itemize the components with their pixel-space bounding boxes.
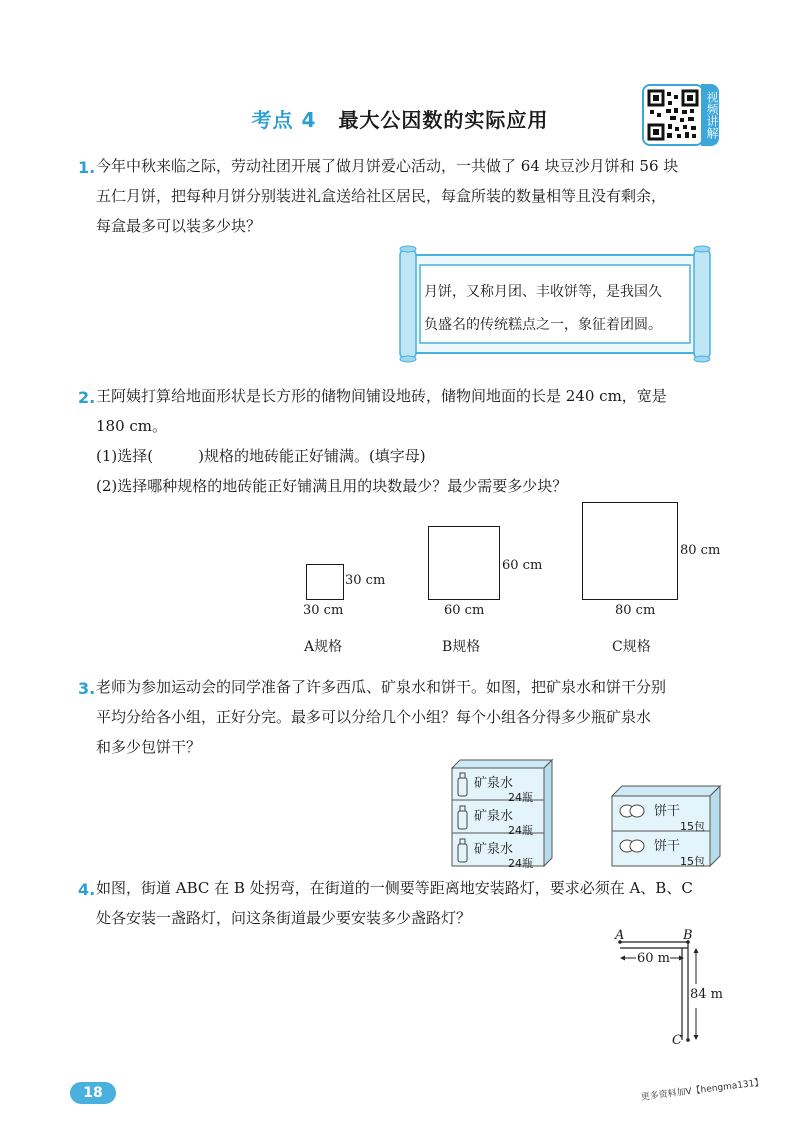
mooncake-note-text xyxy=(424,276,694,342)
water-box-3-count: 24瓶 xyxy=(508,857,533,870)
tile-a-square xyxy=(306,564,344,600)
point-c-label: C xyxy=(672,1033,682,1048)
biscuit-box-1-label: 饼干 xyxy=(654,804,681,819)
tile-c-name: C规格 xyxy=(612,639,651,655)
q3-line2: 平均分给各小组，正好分完。最多可以分给几个小组？每个小组各分得多少瓶矿泉水 xyxy=(96,708,652,726)
note-line2: 负盛名的传统糕点之一，象征着团圆。 xyxy=(424,317,662,333)
q2-number: 2. xyxy=(78,388,96,407)
qr-code[interactable] xyxy=(642,84,704,146)
qr-code-icon xyxy=(644,86,702,144)
point-a-label: A xyxy=(615,928,625,943)
tile-a-width: 30 cm xyxy=(303,603,344,618)
q2-text xyxy=(96,381,736,501)
biscuit-box-2-count: 15包 xyxy=(680,855,705,868)
q1-text xyxy=(96,151,736,241)
tile-a-name: A规格 xyxy=(304,639,343,655)
q1-line1: 今年中秋来临之际，劳动社团开展了做月饼爱心活动，一共做了 64 块豆沙月饼和 56 块 xyxy=(96,157,679,175)
biscuit-box-1-count: 15包 xyxy=(680,820,705,833)
water-box-2-count: 24瓶 xyxy=(508,824,533,837)
qr-video-label: 视频讲解 xyxy=(701,84,719,146)
water-box-2-label: 矿泉水 xyxy=(474,809,514,824)
tile-a-height: 30 cm xyxy=(345,573,386,588)
biscuit-boxes-illustration xyxy=(608,784,724,870)
q4-line2: 处各安装一盏路灯，问这条街道最少要安装多少盏路灯？ xyxy=(96,909,472,927)
watermark: 更多资料加V【hengma131】 xyxy=(640,1077,764,1103)
tile-b-height: 60 cm xyxy=(502,558,543,573)
q4-text xyxy=(96,873,736,933)
q3-number: 3. xyxy=(78,679,96,698)
biscuit-box-2-label: 饼干 xyxy=(654,839,681,854)
q4-line1: 如图，街道 ABC 在 B 处拐弯，在街道的一侧要等距离地安装路灯，要求必须在 A、B、C xyxy=(96,879,693,897)
point-b-label: B xyxy=(683,928,693,943)
q1-line2: 五仁月饼，把每种月饼分别装进礼盒送给社区居民，每盒所装的数量相等且没有剩余， xyxy=(96,187,667,205)
tile-c-square xyxy=(582,502,678,600)
ab-length-label: 60 m xyxy=(637,951,671,966)
q2-sub2: (2)选择哪种规格的地砖能正好铺满且用的块数最少？最少需要多少块？ xyxy=(96,477,568,495)
note-line1: 月饼，又称月团、丰收饼等，是我国久 xyxy=(424,284,662,300)
q1-line3: 每盒最多可以装多少块？ xyxy=(96,217,262,235)
tile-c-width: 80 cm xyxy=(615,603,656,618)
q3-line1: 老师为参加运动会的同学准备了许多西瓜、矿泉水和饼干。如图，把矿泉水和饼干分别 xyxy=(96,678,667,696)
bc-length-label: 84 m xyxy=(690,987,724,1002)
water-box-1-count: 24瓶 xyxy=(508,791,533,804)
tile-b-square xyxy=(428,526,500,600)
q2-sub1: (1)选择( )规格的地砖能正好铺满。(填字母) xyxy=(96,447,426,465)
water-box-1-label: 矿泉水 xyxy=(474,776,514,791)
water-box-3-label: 矿泉水 xyxy=(474,842,514,857)
q4-number: 4. xyxy=(78,880,96,899)
q1-number: 1. xyxy=(78,158,96,177)
tile-c-height: 80 cm xyxy=(680,543,721,558)
q3-text xyxy=(96,672,736,762)
q2-line1: 王阿姨打算给地面形状是长方形的储物间铺设地砖，储物间地面的长是 240 cm，宽是 xyxy=(96,387,667,405)
tile-b-width: 60 cm xyxy=(444,603,485,618)
tile-b-name: B规格 xyxy=(442,639,481,655)
section-name: 最大公因数的实际应用 xyxy=(338,108,549,132)
section-tag: 考点 4 xyxy=(251,108,317,132)
page-number: 18 xyxy=(70,1082,116,1104)
q2-line2: 180 cm。 xyxy=(96,417,168,435)
q3-line3: 和多少包饼干？ xyxy=(96,738,202,756)
